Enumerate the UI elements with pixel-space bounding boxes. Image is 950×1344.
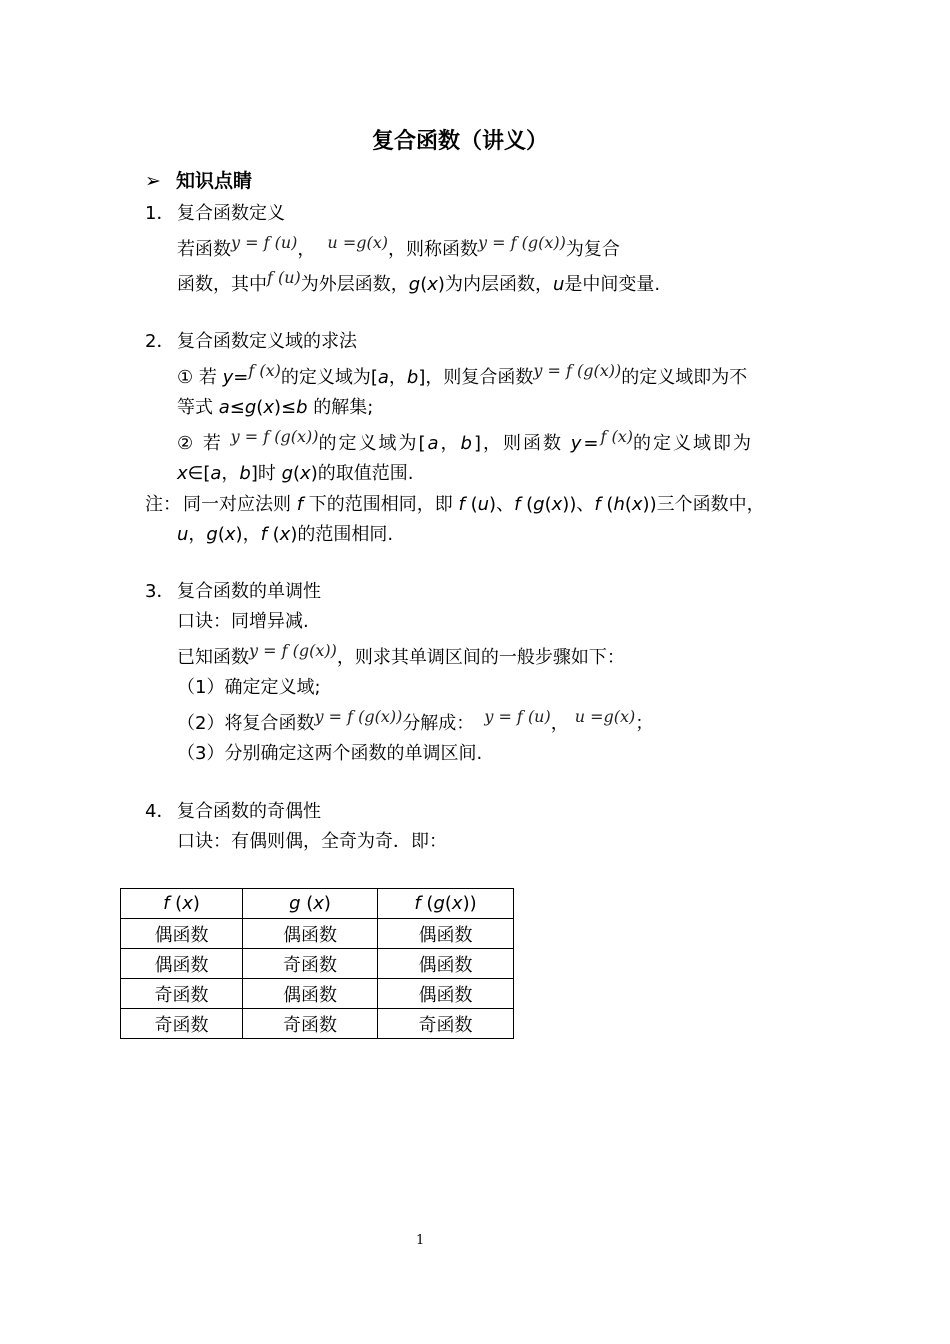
- section-marker-icon: ➢: [145, 170, 161, 192]
- page-title: 复合函数（讲义）: [372, 129, 549, 154]
- s3-step2: （2）将复合函数y = f (g(x))分解成： y = f (u)， u =g(x)；: [177, 707, 654, 734]
- table-cell: 偶函数: [121, 949, 243, 979]
- s4-heading: 复合函数的奇偶性: [177, 801, 321, 822]
- table-cell: 偶函数: [378, 919, 514, 949]
- s3-mnemonic: 口诀：同增异减.: [177, 611, 309, 632]
- table-header-cell: g (x): [243, 889, 378, 919]
- formula-y-f-g-x: y = f (g(x)): [533, 361, 622, 380]
- table-cell: 偶函数: [243, 919, 378, 949]
- page-number: 1: [416, 1233, 425, 1248]
- table-cell: 奇函数: [243, 1009, 378, 1039]
- section-heading: 知识点睛: [176, 170, 253, 192]
- formula-y-f-g-x: y = f (g(x)): [477, 233, 566, 252]
- s2-line2: 等式 a≤g(x)≤b 的解集;: [177, 397, 374, 418]
- formula-y-f-g-x: y = f (g(x)): [249, 641, 337, 660]
- formula-y-f-g-x: y = f (g(x)): [230, 427, 319, 446]
- formula-y-f-u: y = f (u): [231, 233, 298, 252]
- s3-number: 3．: [145, 581, 175, 602]
- s3-step1: （1）确定定义域;: [177, 677, 321, 698]
- table-cell: 奇函数: [121, 1009, 243, 1039]
- table-header-cell: f (g(x)): [378, 889, 514, 919]
- table-cell: 偶函数: [378, 979, 514, 1009]
- s2-number: 2．: [145, 331, 175, 352]
- s3-heading: 复合函数的单调性: [177, 581, 321, 602]
- s2-heading: 复合函数定义域的求法: [177, 331, 357, 352]
- formula-f-x: f (x): [600, 427, 633, 446]
- formula-u-g-x: u =g(x): [327, 233, 388, 252]
- table-cell: 偶函数: [121, 919, 243, 949]
- table-cell: 奇函数: [121, 979, 243, 1009]
- table-row: [121, 919, 514, 949]
- formula-f-u: f (u): [267, 268, 301, 287]
- s2-line4: x∈[a，b]时 g(x)的取值范围.: [177, 463, 414, 484]
- note-line2: u，g(x)，f (x)的范围相同.: [177, 524, 394, 545]
- note-line1: 同一对应法则 f 下的范围相同，即 f (u)、f (g(x))、f (h(x))三个函数中，: [183, 494, 765, 515]
- s2-line1: ① 若 y=f (x)的定义域为[a，b]，则复合函数y = f (g(x))的定义域即为不: [177, 361, 748, 388]
- s1-line2: 函数，其中f (u)为外层函数，g(x)为内层函数，u是中间变量.: [177, 268, 661, 295]
- parity-table: [120, 888, 514, 1039]
- formula-y-f-u: y = f (u): [484, 707, 551, 726]
- s4-mnemonic: 口诀：有偶则偶，全奇为奇．即：: [177, 831, 447, 852]
- s2-line3: ② 若 y = f (g(x))的定义域为[a，b]，则函数 y=f (x)的定义域即为: [177, 427, 753, 454]
- table-row: [121, 979, 514, 1009]
- note-label: 注：: [145, 494, 181, 515]
- table-cell: 奇函数: [378, 1009, 514, 1039]
- s4-number: 4．: [145, 801, 175, 822]
- table-cell: 偶函数: [378, 949, 514, 979]
- formula-y-f-g-x: y = f (g(x)): [314, 707, 403, 726]
- table-row: [121, 949, 514, 979]
- s3-line2: 已知函数y = f (g(x))，则求其单调区间的一般步骤如下：: [177, 641, 625, 668]
- formula-f-x: f (x): [248, 361, 281, 380]
- s1-heading: 复合函数定义: [177, 203, 285, 224]
- table-cell: 偶函数: [243, 979, 378, 1009]
- formula-u-g-x: u =g(x): [574, 707, 636, 726]
- s1-number: 1．: [145, 203, 175, 224]
- table-row: [121, 1009, 514, 1039]
- table-header-row: [121, 889, 514, 919]
- table-header-cell: f (x): [121, 889, 243, 919]
- s1-line1: 若函数y = f (u)， u =g(x)，则称函数y = f (g(x))为复合: [177, 233, 620, 260]
- s3-step3: （3）分别确定这两个函数的单调区间.: [177, 743, 483, 764]
- table-cell: 奇函数: [243, 949, 378, 979]
